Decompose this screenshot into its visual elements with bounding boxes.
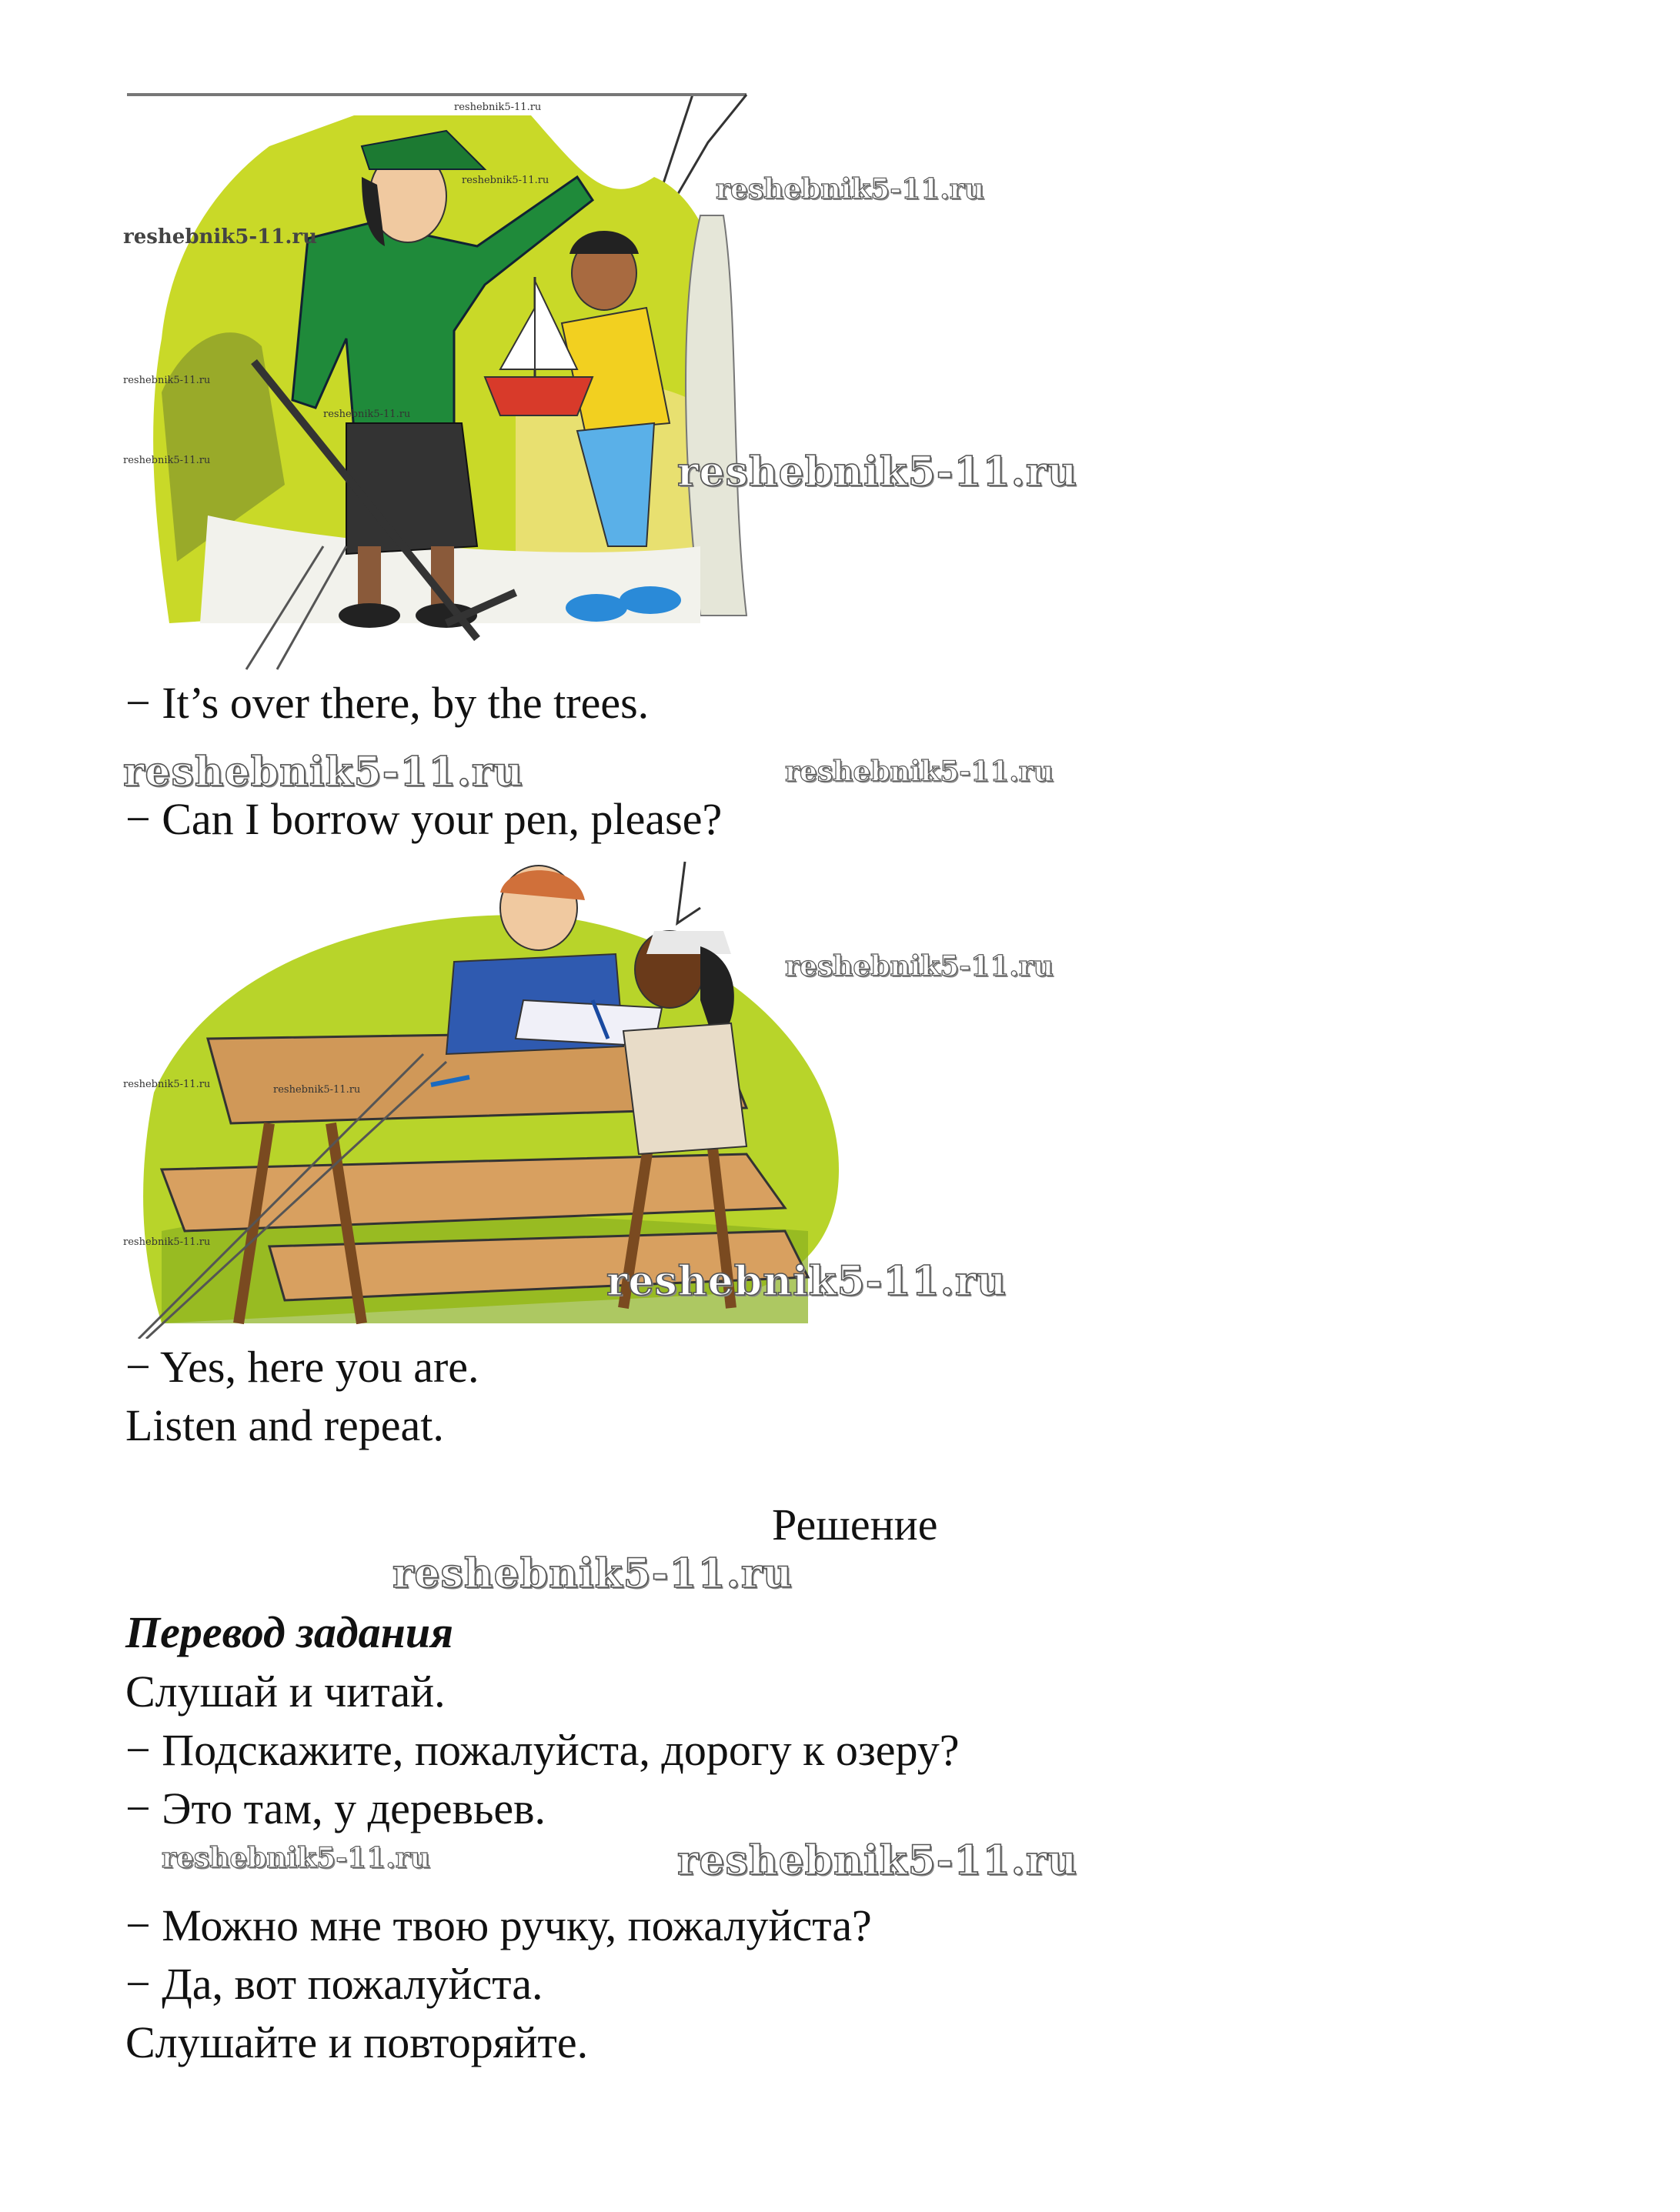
watermark: reshebnik5-11.ru (273, 1084, 361, 1096)
watermark: reshebnik5-11.ru (162, 1842, 430, 1874)
watermark: reshebnik5-11.ru (606, 1258, 1007, 1305)
translation-line-6: Слушайте и повторяйте. (125, 2017, 589, 2067)
dialogue-line-2: − Can I borrow your pen, please? (125, 794, 723, 844)
watermark: reshebnik5-11.ru (123, 749, 524, 796)
watermark: reshebnik5-11.ru (123, 375, 211, 386)
watermark: reshebnik5-11.ru (785, 950, 1054, 983)
watermark: reshebnik5-11.ru (392, 1550, 793, 1597)
watermark: reshebnik5-11.ru (323, 409, 411, 420)
solution-heading: Решение (772, 1500, 938, 1550)
translation-line-5: − Да, вот пожалуйста. (125, 1959, 543, 2009)
watermark: reshebnik5-11.ru (462, 175, 549, 186)
translation-line-4: − Можно мне твою ручку, пожалуйста? (125, 1900, 872, 1950)
translation-line-2: − Подскажите, пожалуйста, дорогу к озеру? (125, 1725, 960, 1775)
watermark: reshebnik5-11.ru (123, 1236, 211, 1248)
watermark: reshebnik5-11.ru (123, 225, 318, 249)
translation-line-1: Слушай и читай. (125, 1667, 446, 1717)
watermark: reshebnik5-11.ru (123, 1079, 211, 1090)
translation-line-3: − Это там, у деревьев. (125, 1783, 546, 1833)
park-ranger-illustration (115, 85, 793, 685)
watermark: reshebnik5-11.ru (785, 756, 1054, 788)
watermark: reshebnik5-11.ru (454, 102, 542, 113)
dialogue-line-1: − It’s over there, by the trees. (125, 678, 650, 728)
watermark: reshebnik5-11.ru (677, 449, 1078, 495)
instruction-line: Listen and repeat. (125, 1400, 444, 1450)
translation-title: Перевод задания (125, 1607, 453, 1657)
dialogue-line-3: − Yes, here you are. (125, 1342, 479, 1392)
watermark: reshebnik5-11.ru (123, 455, 211, 466)
watermark: reshebnik5-11.ru (716, 173, 984, 205)
watermark: reshebnik5-11.ru (677, 1837, 1078, 1884)
